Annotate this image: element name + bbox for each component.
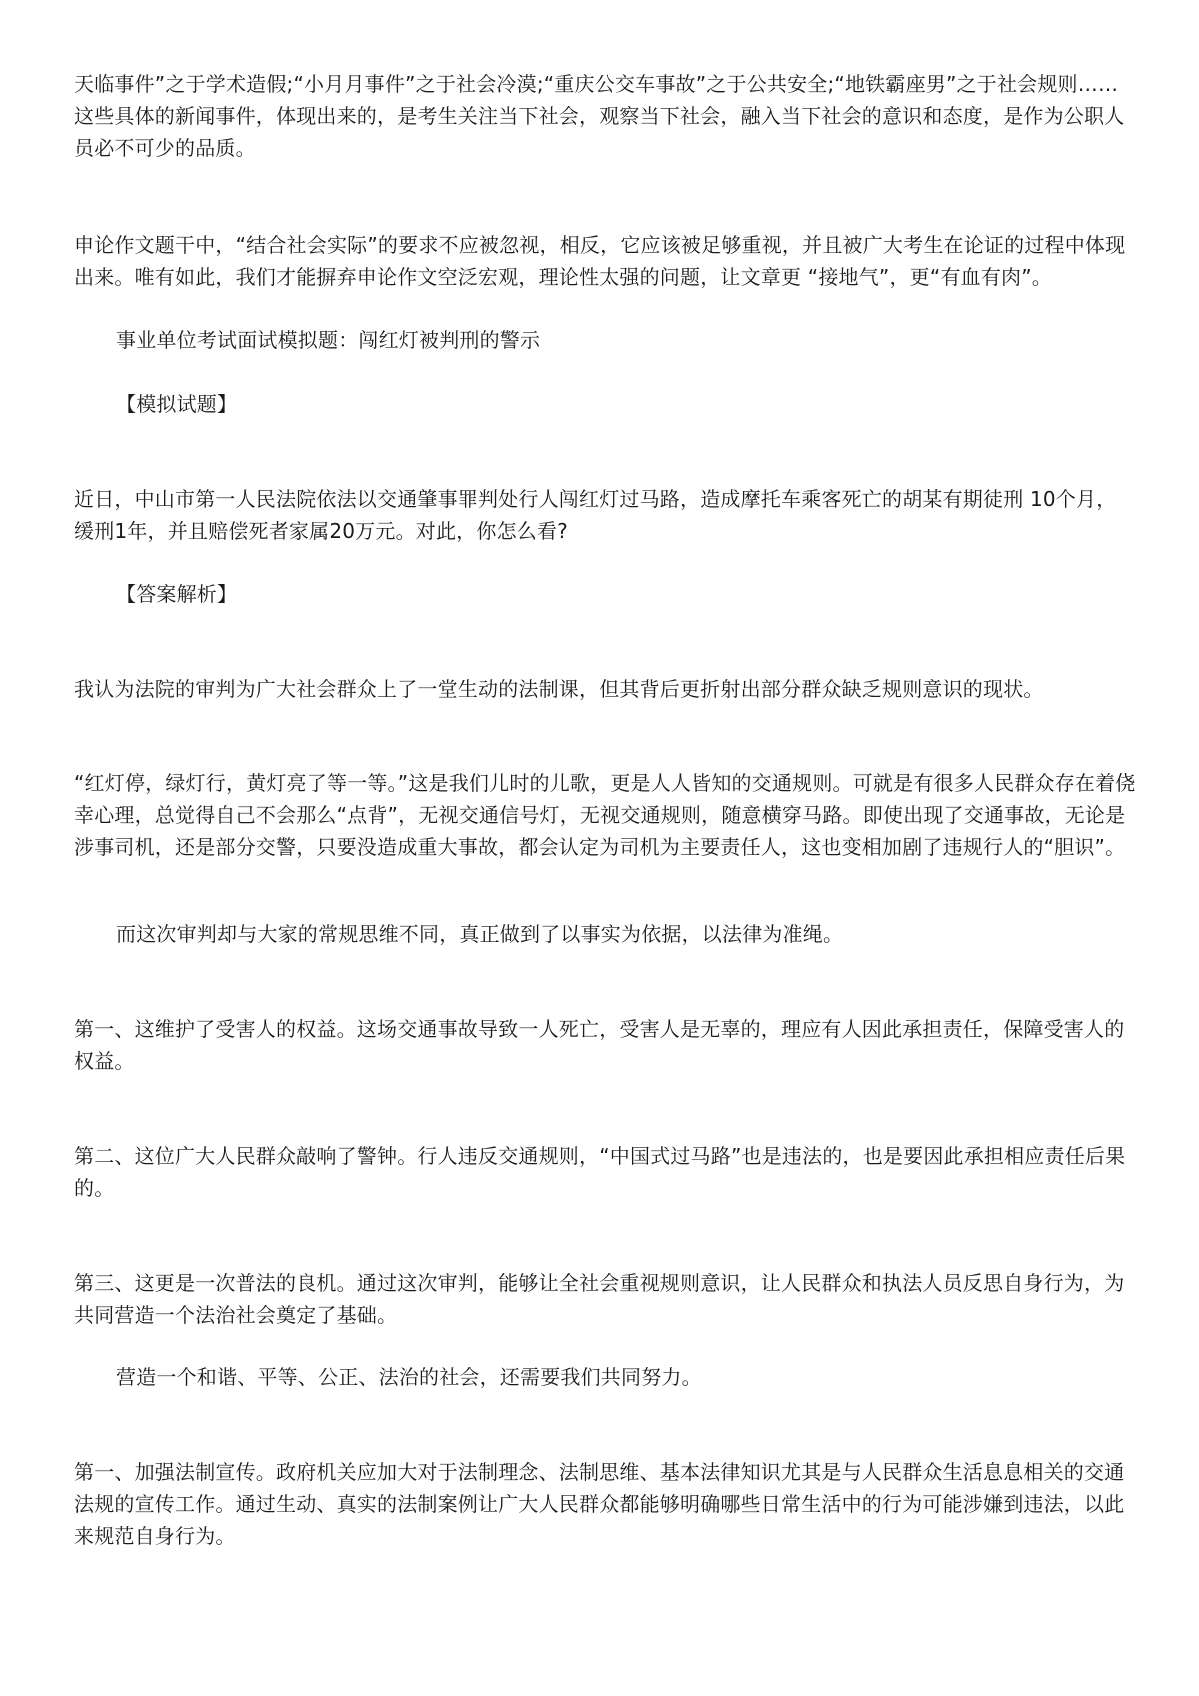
paragraph-point-two: 第二、这位广大人民群众敲响了警钟。行人违反交通规则，“中国式过马路”也是违法的，也是要因此承担相应责任后果的。 [74, 1144, 1126, 1200]
paragraph-measure-one: 第一、加强法制宣传。政府机关应加大对于法制理念、法制思维、基本法律知识尤其是与人民群众生活息息相关的交通法规的宣传工作。通过生动、真实的法制案例让广大人民群众都能够明确哪些日常生活中的行为可能涉嫌到违法，以此来规范自身行为。 [74, 1460, 1125, 1548]
paragraph-opinion: 我认为法院的审判为广大社会群众上了一堂生动的法制课，但其背后更折射出部分群众缺乏规则意识的现状。 [74, 677, 1044, 701]
paragraph-point-one: 第一、这维护了受害人的权益。这场交通事故导致一人死亡，受害人是无辜的，理应有人因此承担责任，保障受害人的权益。 [74, 1017, 1125, 1073]
paragraph-essay-requirement: 申论作文题干中，“结合社会实际”的要求不应被忽视，相反，它应该被足够重视，并且被广大考生在论证的过程中体现出来。唯有如此，我们才能摒弃申论作文空泛宏观，理论性太强的问题，让文章更 “接地气”，更“有血有肉”。 [74, 233, 1126, 289]
paragraph-traffic-rules: “红灯停，绿灯行，黄灯亮了等一等。”这是我们儿时的儿歌，更是人人皆知的交通规则。可就是有很多人民群众存在着侥幸心理，总觉得自己不会那么“点背”，无视交通信号灯，无视交通规则，随意横穿马路。即使出现了交通事故，无论是涉事司机，还是部分交警，只要没造成重大事故，都会认定为司机为主要责任人，这也变相加剧了违规行人的“胆识”。 [74, 771, 1136, 859]
heading-mock-question: 【模拟试题】 [116, 392, 238, 416]
paragraph-news-events: 天临事件”之于学术造假;“小月月事件”之于社会冷漠;“重庆公交车事故”之于公共安全;“地铁霸座男”之于社会规则……这些具体的新闻事件，体现出来的，是考生关注当下社会，观察当下社会，融入当下社会的意识和态度，是作为公职人员必不可少的品质。 [74, 72, 1125, 160]
paragraph-question: 近日，中山市第一人民法院依法以交通肇事罪判处行人闯红灯过马路，造成摩托车乘客死亡的胡某有期徒刑 10个月，缓刑1年，并且赔偿死者家属20万元。对此，你怎么看? [74, 487, 1117, 543]
section-title: 事业单位考试面试模拟题：闯红灯被判刑的警示 [116, 328, 541, 352]
heading-answer-analysis: 【答案解析】 [116, 582, 238, 606]
paragraph-build-society: 营造一个和谐、平等、公正、法治的社会，还需要我们共同努力。 [116, 1365, 702, 1389]
paragraph-point-three: 第三、这更是一次普法的良机。通过这次审判，能够让全社会重视规则意识，让人民群众和执法人员反思自身行为，为共同营造一个法治社会奠定了基础。 [74, 1271, 1125, 1327]
paragraph-trial-different: 而这次审判却与大家的常规思维不同，真正做到了以事实为依据，以法律为准绳。 [116, 922, 844, 946]
